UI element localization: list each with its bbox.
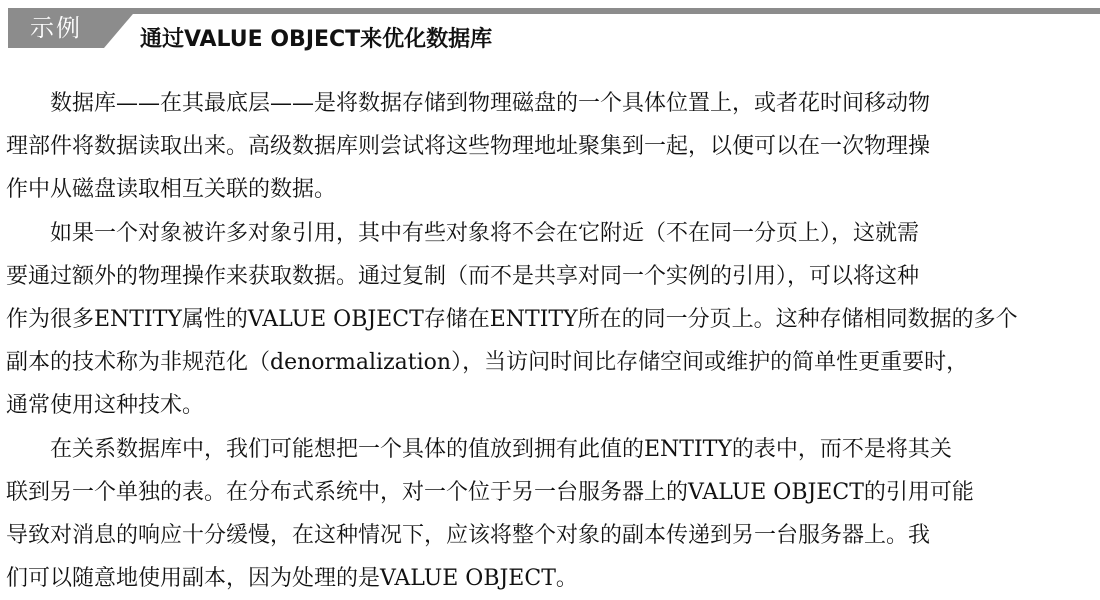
text-line: 要通过额外的物理操作来获取数据。通过复制（而不是共享对同一个实例的引用），可以将这种 (6, 263, 920, 289)
text-line: 作中从磁盘读取相互关联的数据。 (6, 177, 337, 203)
text-line: 联到另一个单独的表。在分布式系统中，对一个位于另一台服务器上的VALUE OBJECT的引用可能 (6, 479, 974, 505)
example-tab (8, 8, 104, 48)
example-header (8, 0, 1100, 60)
text-line: 在关系数据库中，我们可能想把一个具体的值放到拥有此值的ENTITY的表中，而不是将其关 (50, 436, 952, 462)
text-line: 通常使用这种技术。 (6, 393, 205, 419)
text-line: 数据库——在其最底层——是将数据存储到物理磁盘的一个具体位置上，或者花时间移动物 (50, 91, 931, 116)
text-line: 理部件将数据读取出来。高级数据库则尝试将这些物理地址聚集到一起，以便可以在一次物理操 (6, 134, 931, 160)
section-title: 通过VALUE OBJECT来优化数据库 (140, 27, 493, 52)
example-tab-slant (104, 8, 138, 48)
body-text (6, 82, 1094, 600)
text-line: 作为很多ENTITY属性的VALUE OBJECT存储在ENTITY所在的同一分页上。这种存储相同数据的多个 (6, 307, 1018, 333)
paragraph (6, 212, 1094, 428)
text-line: 如果一个对象被许多对象引用，其中有些对象将不会在它附近（不在同一分页上），这就需 (50, 220, 920, 246)
paragraph (6, 82, 1094, 212)
text-line: 们可以随意地使用副本，因为处理的是VALUE OBJECT。 (6, 566, 578, 592)
example-tab-label: 示例 (30, 14, 82, 42)
text-line: 导致对消息的响应十分缓慢，在这种情况下，应该将整个对象的副本传递到另一台服务器上。我 (6, 523, 931, 549)
header-rule (8, 8, 1100, 14)
paragraph (6, 428, 1094, 600)
text-line: 副本的技术称为非规范化（denormalization），当访问时间比存储空间或维护的简单性更重要时， (6, 350, 969, 376)
